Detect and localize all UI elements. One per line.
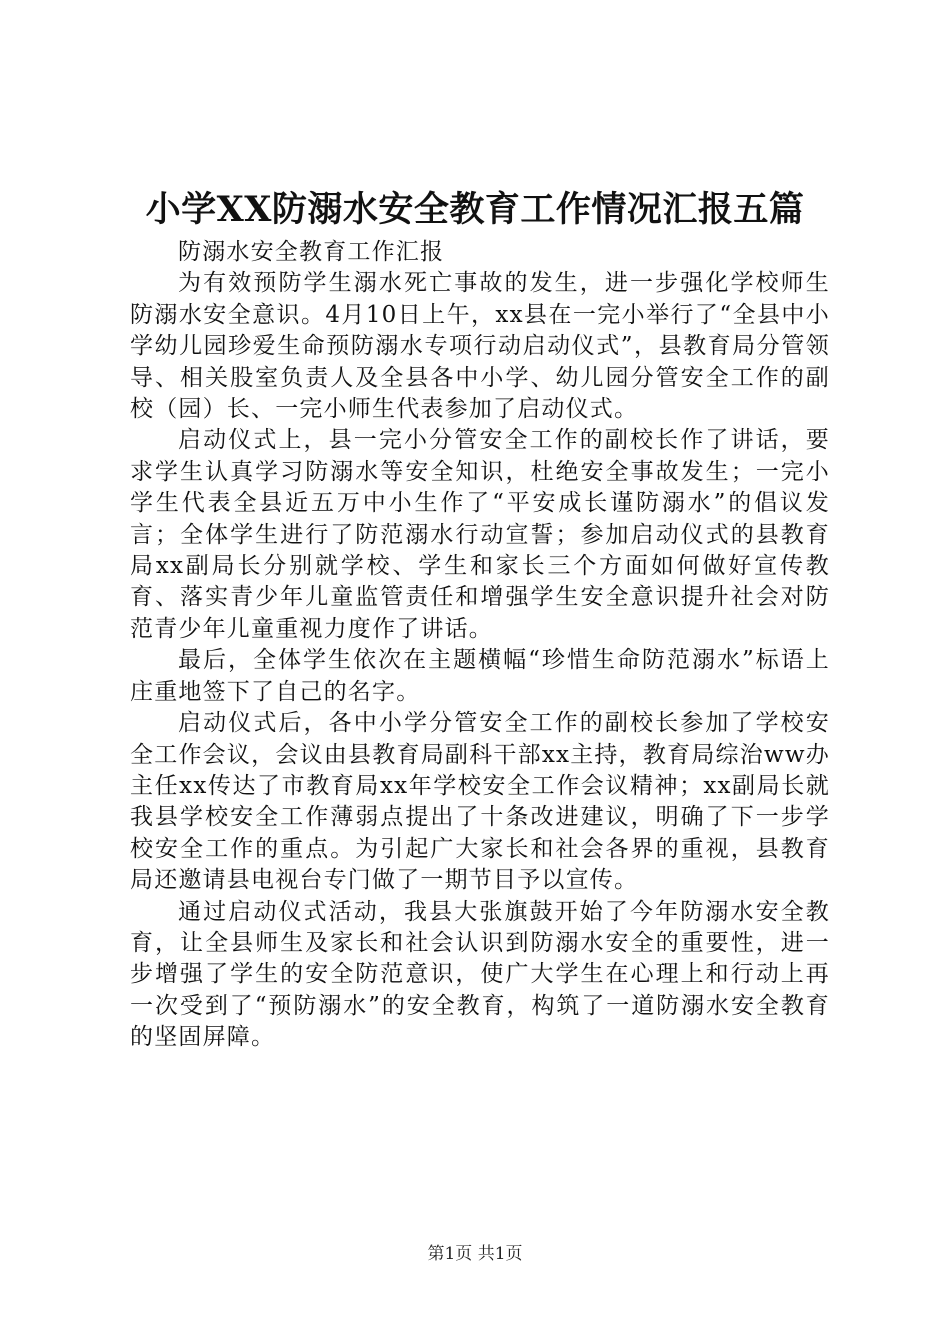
- document-title: 小学XX防溺水安全教育工作情况汇报五篇: [145, 189, 805, 230]
- paragraph-3: 最后，全体学生依次在主题横幅“珍惜生命防范溺水”标语上庄重地签下了自己的名字。: [130, 647, 830, 705]
- paragraph-1: 为有效预防学生溺水死亡事故的发生，进一步强化学校师生防溺水安全意识。4月10日上午，xx县在一完小举行了“全县中小学幼儿园珍爱生命预防溺水专项行动启动仪式”，县教育局分管领导、相关股室负责人及全县各中小学、幼儿园分管安全工作的副校（园）长、一完小师生代表参加了启动仪式。: [130, 270, 830, 423]
- document-subtitle: 防溺水安全教育工作汇报: [178, 239, 445, 265]
- paragraph-4: 启动仪式后，各中小学分管安全工作的副校长参加了学校安全工作会议，会议由县教育局副科干部xx主持，教育局综治ww办主任xx传达了市教育局xx年学校安全工作会议精神；xx副局长就我县学校安全工作薄弱点提出了十条改进建议，明确了下一步学校安全工作的重点。为引起广大家长和社会各界的重视，县教育局还邀请县电视台专门做了一期节目予以宣传。: [130, 710, 830, 894]
- paragraph-2: 启动仪式上，县一完小分管安全工作的副校长作了讲话，要求学生认真学习防溺水等安全知识，杜绝安全事故发生；一完小学生代表全县近五万中小生作了“平安成长谨防溺水”的倡议发言；全体学生进行了防范溺水行动宣誓；参加启动仪式的县教育局xx副局长分别就学校、学生和家长三个方面如何做好宣传教育、落实青少年儿童监管责任和增强学生安全意识提升社会对防范青少年儿童重视力度作了讲话。: [130, 427, 830, 642]
- document-body: [130, 237, 830, 1054]
- page-number-footer: 第1页 共1页: [427, 1244, 523, 1264]
- paragraph-5: 通过启动仪式活动，我县大张旗鼓开始了今年防溺水安全教育，让全县师生及家长和社会认识到防溺水安全的重要性，进一步增强了学生的安全防范意识，使广大学生在心理上和行动上再一次受到了“预防溺水”的安全教育，构筑了一道防溺水安全教育的坚固屏障。: [130, 898, 830, 1051]
